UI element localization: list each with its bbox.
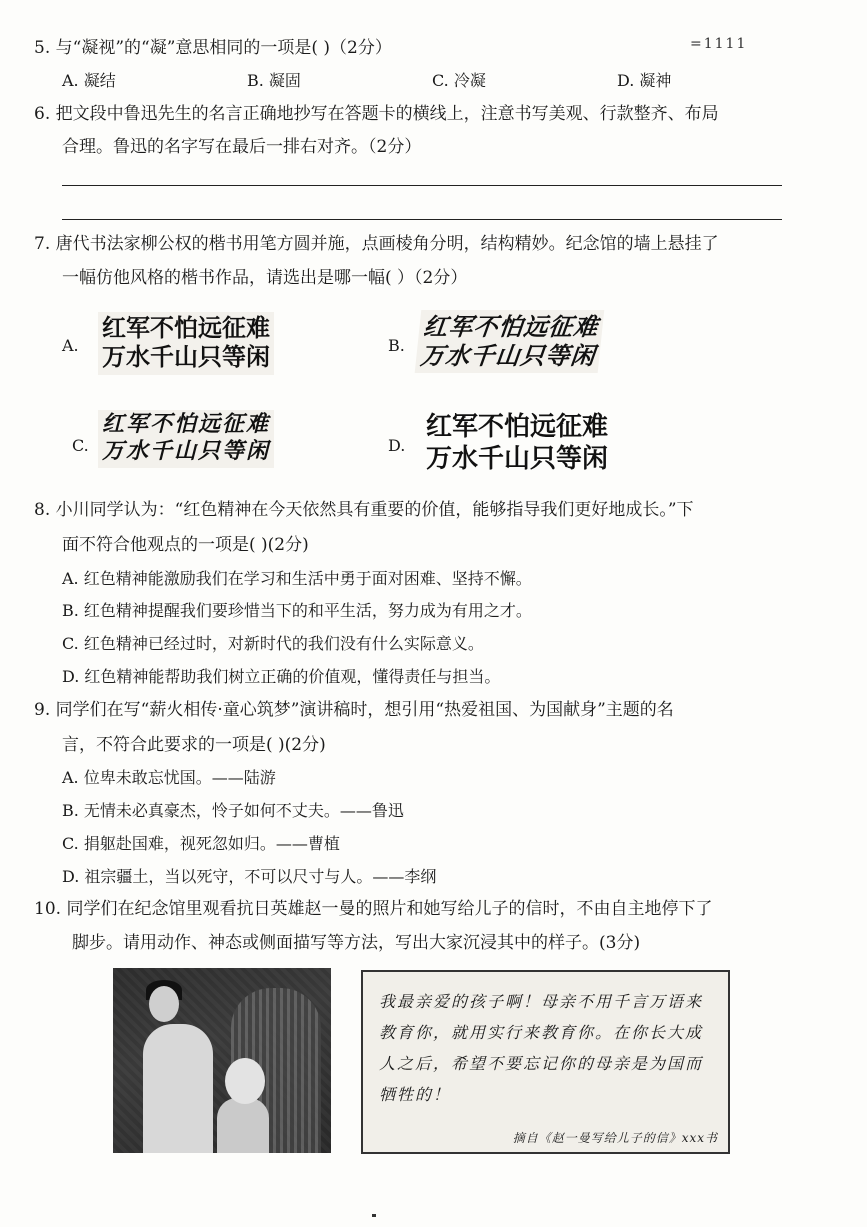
- calligraphy-b-line1: 红军不怕远征难: [422, 312, 601, 341]
- q8-option-b: B. 红色精神提醒我们要珍惜当下的和平生活，努力成为有用之才。: [62, 601, 532, 620]
- calligraphy-a-line1: 红军不怕远征难: [102, 314, 270, 342]
- q9-option-b: B. 无情未必真豪杰，怜子如何不丈夫。——鲁迅: [62, 801, 404, 820]
- q6-line2: 合理。鲁迅的名字写在最后一排右对齐。（2分）: [62, 137, 422, 157]
- q7-label-a: A.: [62, 336, 79, 355]
- q10-line2: 脚步。请用动作、神态或侧面描写等方法，写出大家沉浸其中的样子。(3分): [72, 933, 641, 953]
- q5-option-a: A. 凝结: [62, 71, 116, 90]
- q5-option-c: C. 冷凝: [432, 71, 486, 90]
- calligraphy-d: [422, 410, 612, 477]
- corner-mark: =1111: [690, 36, 748, 52]
- calligraphy-a-line2: 万水千山只等闲: [102, 343, 270, 372]
- q10-line1: 10. 同学们在纪念馆里观看抗日英雄赵一曼的照片和她写给儿子的信时，不由自主地停下了: [34, 899, 713, 919]
- q6-line1: 6. 把文段中鲁迅先生的名言正确地抄写在答题卡的横线上，注意书写美观、行款整齐、布局: [34, 104, 719, 124]
- q9-option-d: D. 祖宗疆土，当以死守，不可以尺寸与人。——李纲: [62, 867, 437, 886]
- letter-text: 我最亲爱的孩子啊！母亲不用千言万语来教育你，就用实行来教育你。在你长大成人之后，希望不要忘记你的母亲是为国而牺牲的！: [379, 992, 704, 1104]
- page-mark: [372, 1214, 376, 1217]
- calligraphy-d-line1: 红军不怕远征难: [426, 412, 609, 442]
- calligraphy-d-line2: 万水千山只等闲: [426, 443, 609, 474]
- q8-option-d: D. 红色精神能帮助我们树立正确的价值观，懂得责任与担当。: [62, 667, 501, 686]
- q9-option-c: C. 捐躯赴国难，视死忽如归。——曹植: [62, 834, 340, 853]
- q9-option-a: A. 位卑未敢忘忧国。——陆游: [62, 768, 276, 787]
- q7-label-d: D.: [388, 436, 406, 455]
- letter-source: 摘自《赵一曼写给儿子的信》xxx书: [512, 1131, 718, 1145]
- calligraphy-a: [98, 312, 274, 375]
- q7-line1: 7. 唐代书法家柳公权的楷书用笔方圆并施，点画棱角分明，结构精妙。纪念馆的墙上悬挂了: [34, 234, 719, 254]
- answer-line-2: [62, 219, 782, 220]
- calligraphy-c-line2: 万水千山只等闲: [102, 438, 271, 464]
- q8-line1: 8. 小川同学认为：“红色精神在今天依然具有重要的价值，能够指导我们更好地成长。”下: [34, 500, 694, 520]
- calligraphy-c: [98, 410, 274, 468]
- q5-stem: 5. 与“凝视”的“凝”意思相同的一项是( )（2分）: [34, 38, 392, 58]
- zhao-yiman-photo: [113, 968, 331, 1153]
- q7-label-b: B.: [388, 336, 405, 355]
- calligraphy-c-line1: 红军不怕远征难: [102, 412, 271, 437]
- q7-label-c: C.: [72, 436, 89, 455]
- letter-excerpt: [361, 970, 730, 1154]
- answer-line-1: [62, 185, 782, 186]
- q9-line2: 言，不符合此要求的一项是( )(2分): [62, 735, 326, 755]
- calligraphy-b: [415, 310, 605, 373]
- q5-option-b: B. 凝固: [247, 71, 301, 90]
- q8-option-c: C. 红色精神已经过时，对新时代的我们没有什么实际意义。: [62, 634, 484, 653]
- q5-option-d: D. 凝神: [617, 71, 672, 90]
- q8-line2: 面不符合他观点的一项是( )(2分): [62, 535, 309, 555]
- q8-option-a: A. 红色精神能激励我们在学习和生活中勇于面对困难、坚持不懈。: [62, 569, 532, 588]
- q7-line2: 一幅仿他风格的楷书作品，请选出是哪一幅( ）（2分）: [62, 268, 468, 288]
- q9-line1: 9. 同学们在写“薪火相传·童心筑梦”演讲稿时，想引用“热爱祖国、为国献身”主题的名: [34, 700, 674, 720]
- calligraphy-b-line2: 万水千山只等闲: [418, 341, 597, 371]
